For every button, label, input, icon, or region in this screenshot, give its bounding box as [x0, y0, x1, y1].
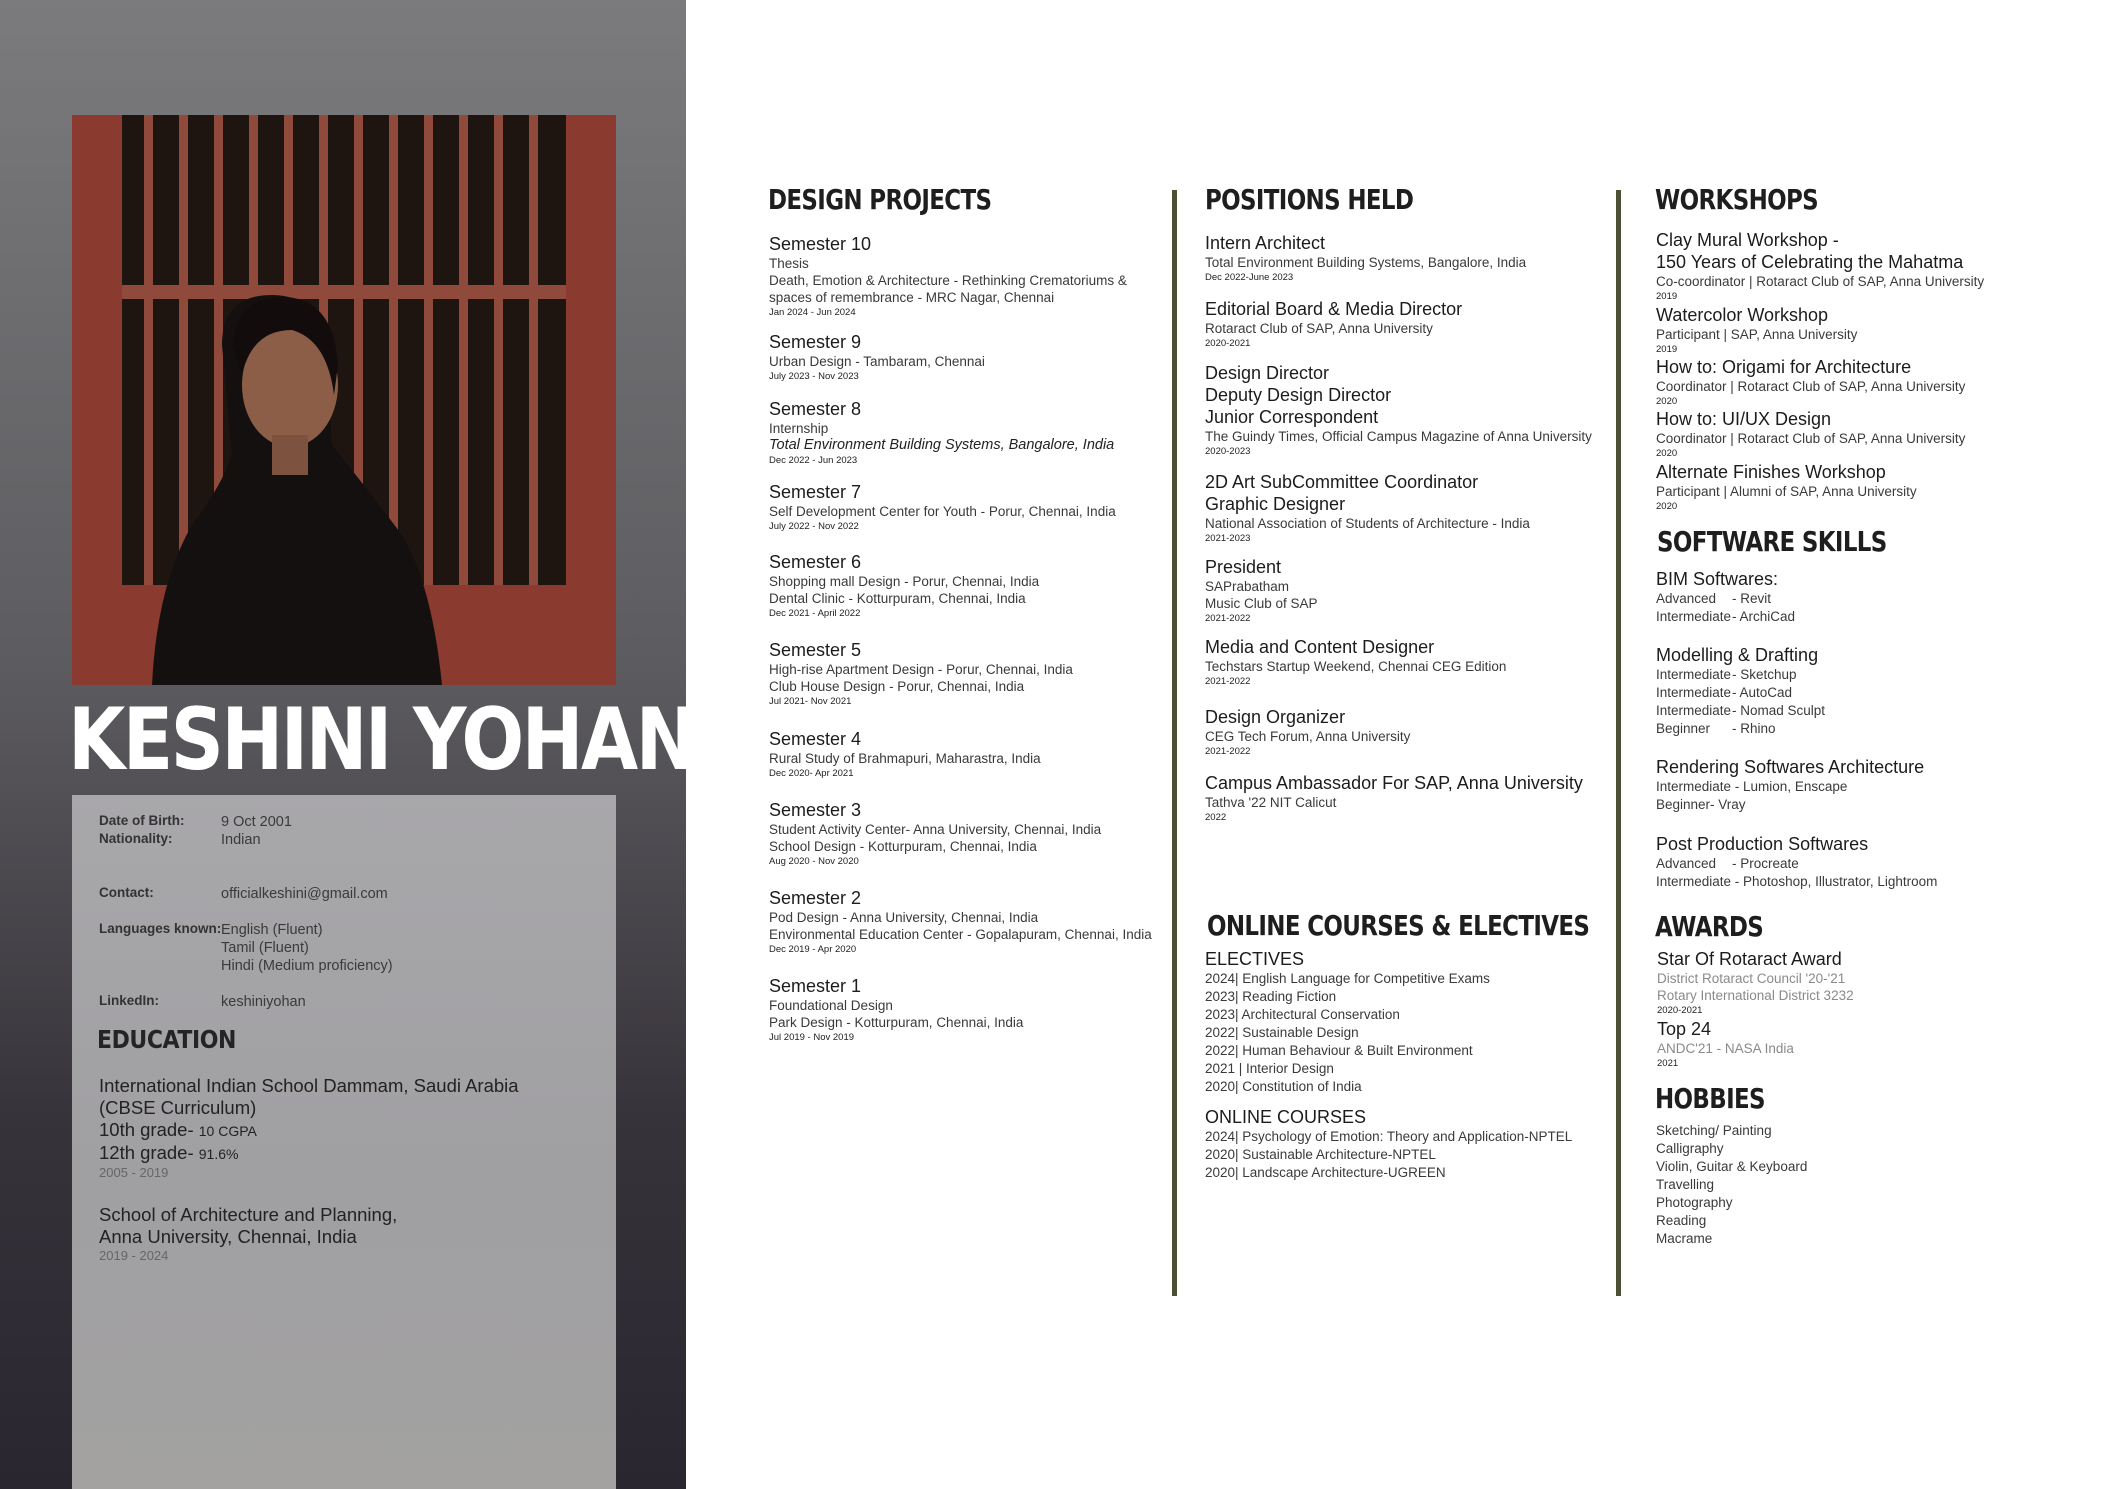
- project-semester: Semester 6: [769, 552, 862, 572]
- column-divider: [1616, 190, 1621, 1296]
- skill-level: Intermediate: [1656, 703, 1732, 718]
- hobbies-heading: HOBBIES: [1655, 1082, 1765, 1115]
- workshop-title: 150 Years of Celebrating the Mahatma: [1656, 252, 1964, 272]
- skill-level: Advanced: [1656, 591, 1717, 606]
- project-entry: [769, 728, 1041, 780]
- hobbies-block: [1656, 1122, 1807, 1248]
- language-item: English (Fluent): [221, 922, 323, 938]
- software-skills-heading: SOFTWARE SKILLS: [1657, 525, 1887, 558]
- personal-info-card: [72, 795, 616, 1489]
- workshop-role: Participant | SAP, Anna University: [1656, 327, 1858, 342]
- education-heading: EDUCATION: [97, 1025, 236, 1054]
- project-semester: Semester 2: [769, 888, 862, 908]
- languages-label: Languages known:: [99, 921, 222, 936]
- project-date: Jul 2021- Nov 2021: [769, 696, 852, 707]
- position-date: 2020-2021: [1205, 338, 1251, 349]
- award-detail: District Rotaract Council '20-'21: [1657, 971, 1846, 986]
- hobbies-list: [1656, 1122, 1807, 1248]
- skill-level: Intermediate - Photoshop, Illustrator, Lightroom: [1656, 874, 1938, 889]
- language-item: Hindi (Medium proficiency): [221, 958, 393, 974]
- position-organization: Rotaract Club of SAP, Anna University: [1205, 321, 1433, 336]
- college-name-line1: School of Architecture and Planning,: [99, 1204, 398, 1225]
- language-item: Tamil (Fluent): [221, 940, 309, 956]
- skill-tool: - Nomad Sculpt: [1732, 703, 1826, 718]
- project-detail-italic: Total Environment Building Systems, Bangalore, India: [769, 437, 1115, 453]
- position-entry: [1205, 772, 1583, 824]
- online-course-item: 2024| Psychology of Emotion: Theory and Application-NPTEL: [1205, 1129, 1573, 1144]
- position-title: Media and Content Designer: [1205, 637, 1435, 657]
- contact-label: Contact:: [99, 885, 154, 900]
- software-group-title: Modelling & Drafting: [1656, 645, 1819, 665]
- skill-level: Intermediate: [1656, 667, 1732, 682]
- software-group: [1656, 756, 1924, 814]
- position-title: Intern Architect: [1205, 233, 1326, 253]
- project-detail: Urban Design - Tambaram, Chennai: [769, 354, 985, 369]
- elective-item: 2022| Human Behaviour & Built Environment: [1205, 1043, 1473, 1058]
- workshop-date: 2019: [1656, 344, 1678, 355]
- skill-tool: - Procreate: [1732, 856, 1799, 871]
- project-date: Jul 2019 - Nov 2019: [769, 1032, 855, 1043]
- project-semester: Semester 8: [769, 399, 862, 419]
- project-entry: [769, 481, 1116, 533]
- hobby-item: Violin, Guitar & Keyboard: [1656, 1159, 1808, 1174]
- position-title: Campus Ambassador For SAP, Anna University: [1205, 773, 1583, 793]
- elective-item: 2020| Constitution of India: [1205, 1079, 1362, 1094]
- skill-level: Intermediate - Lumion, Enscape: [1656, 779, 1848, 794]
- hobby-item: Photography: [1656, 1195, 1733, 1210]
- project-entry: [769, 398, 1114, 467]
- position-date: 2021-2022: [1205, 676, 1251, 687]
- project-date: Dec 2020- Apr 2021: [769, 768, 854, 779]
- workshop-title: Watercolor Workshop: [1656, 305, 1829, 325]
- positions-heading: POSITIONS HELD: [1205, 183, 1414, 216]
- skill-tool: - AutoCad: [1732, 685, 1793, 700]
- elective-item: 2024| English Language for Competitive Exams: [1205, 971, 1490, 986]
- elective-item: 2023| Architectural Conservation: [1205, 1007, 1400, 1022]
- grade10-label: 10th grade-: [99, 1119, 194, 1140]
- project-entry: [769, 887, 1152, 956]
- position-organization: CEG Tech Forum, Anna University: [1205, 729, 1411, 744]
- position-organization: Tathva '22 NIT Calicut: [1205, 795, 1337, 810]
- education-school: [99, 1075, 519, 1181]
- position-entry: [1205, 556, 1318, 625]
- position-title: Editorial Board & Media Director: [1205, 299, 1463, 319]
- hobby-item: Macrame: [1656, 1231, 1713, 1246]
- project-date: Jan 2024 - Jun 2024: [769, 307, 856, 318]
- workshop-title: How to: Origami for Architecture: [1656, 357, 1912, 377]
- dob-label: Date of Birth:: [99, 813, 185, 828]
- project-entry: [769, 551, 1039, 620]
- software-group: [1656, 644, 1825, 738]
- position-entry: [1205, 298, 1462, 350]
- project-semester: Semester 7: [769, 482, 862, 502]
- workshop-entry: [1656, 229, 1984, 303]
- nationality-value: Indian: [221, 832, 261, 848]
- project-detail: Internship: [769, 421, 829, 436]
- project-date: July 2023 - Nov 2023: [769, 371, 859, 382]
- position-date: 2021-2022: [1205, 746, 1251, 757]
- skill-level: Advanced: [1656, 856, 1717, 871]
- skill-level: Intermediate: [1656, 685, 1732, 700]
- skill-tool: - Rhino: [1732, 721, 1776, 736]
- hobby-item: Travelling: [1656, 1177, 1715, 1192]
- position-title: Junior Correspondent: [1205, 407, 1379, 427]
- hobby-item: Calligraphy: [1656, 1141, 1724, 1156]
- position-organization: Music Club of SAP: [1205, 596, 1318, 611]
- project-detail: Environmental Education Center - Gopalapuram, Chennai, India: [769, 927, 1152, 942]
- project-detail: Dental Clinic - Kotturpuram, Chennai, India: [769, 591, 1026, 606]
- position-entry: [1205, 471, 1530, 545]
- position-organization: National Association of Students of Architecture - India: [1205, 516, 1530, 531]
- dob-value: 9 Oct 2001: [221, 814, 292, 830]
- project-semester: Semester 3: [769, 800, 862, 820]
- position-title: Deputy Design Director: [1205, 385, 1392, 405]
- project-detail: Thesis: [769, 256, 809, 271]
- position-title: Design Organizer: [1205, 707, 1346, 727]
- position-organization: SAPrabatham: [1205, 579, 1290, 594]
- position-organization: Total Environment Building Systems, Bangalore, India: [1205, 255, 1527, 270]
- position-entry: [1205, 232, 1526, 284]
- position-entry: [1205, 362, 1592, 458]
- grade10-value: 10 CGPA: [198, 1123, 257, 1139]
- workshop-role: Coordinator | Rotaract Club of SAP, Anna University: [1656, 379, 1966, 394]
- linkedin-link[interactable]: keshiniyohan: [221, 994, 306, 1010]
- profile-panel: [0, 0, 695, 1489]
- project-entry: [769, 639, 1073, 708]
- project-semester: Semester 1: [769, 976, 862, 996]
- skill-tool: - Revit: [1732, 591, 1772, 606]
- workshop-title: Clay Mural Workshop -: [1656, 230, 1839, 250]
- school-name: International Indian School Dammam, Saudi Arabia: [99, 1075, 519, 1096]
- hobby-item: Reading: [1656, 1213, 1707, 1228]
- project-detail: Shopping mall Design - Porur, Chennai, India: [769, 574, 1040, 589]
- project-detail: spaces of remembrance - MRC Nagar, Chennai: [769, 290, 1055, 305]
- profile-photo: [72, 115, 616, 685]
- position-organization: The Guindy Times, Official Campus Magazine of Anna University: [1205, 429, 1592, 444]
- electives-block: [1205, 948, 1490, 1096]
- position-date: 2021-2022: [1205, 613, 1251, 624]
- project-detail: Club House Design - Porur, Chennai, India: [769, 679, 1025, 694]
- software-group: [1656, 833, 1937, 891]
- workshop-role: Coordinator | Rotaract Club of SAP, Anna University: [1656, 431, 1966, 446]
- software-skill-row: [1656, 720, 1825, 738]
- project-entry: [769, 331, 985, 383]
- workshop-role: Co-coordinator | Rotaract Club of SAP, Anna University: [1656, 274, 1985, 289]
- skill-level: Intermediate: [1656, 609, 1732, 624]
- software-group-title: Rendering Softwares Architecture: [1656, 757, 1925, 777]
- award-entry: [1657, 1018, 1794, 1070]
- software-skill-row: [1656, 778, 1924, 796]
- workshop-entry: [1656, 356, 1965, 408]
- project-detail: Self Development Center for Youth - Porur, Chennai, India: [769, 504, 1116, 519]
- project-detail: High-rise Apartment Design - Porur, Chennai, India: [769, 662, 1073, 677]
- nationality-label: Nationality:: [99, 831, 173, 846]
- position-entry: [1205, 706, 1410, 758]
- award-title: Star Of Rotaract Award: [1657, 949, 1842, 969]
- skill-level: Beginner- Vray: [1656, 797, 1746, 812]
- award-entry: [1657, 948, 1854, 1017]
- workshop-title: How to: UI/UX Design: [1656, 409, 1832, 429]
- electives-title: ELECTIVES: [1205, 949, 1305, 969]
- college-years: 2019 - 2024: [99, 1248, 169, 1263]
- online-course-item: 2020| Sustainable Architecture-NPTEL: [1205, 1147, 1436, 1162]
- project-date: Aug 2020 - Nov 2020: [769, 856, 859, 867]
- project-semester: Semester 10: [769, 234, 872, 254]
- software-group-title: Post Production Softwares: [1656, 834, 1869, 854]
- award-detail: ANDC'21 - NASA India: [1657, 1041, 1794, 1056]
- workshop-date: 2020: [1656, 501, 1678, 512]
- design-projects-heading: DESIGN PROJECTS: [768, 183, 992, 216]
- project-detail: Student Activity Center- Anna University, Chennai, India: [769, 822, 1102, 837]
- software-group-title: BIM Softwares:: [1656, 569, 1779, 589]
- workshop-date: 2020: [1656, 448, 1678, 459]
- award-date: 2020-2021: [1657, 1005, 1703, 1016]
- award-title: Top 24: [1657, 1019, 1712, 1039]
- project-detail: Death, Emotion & Architecture - Rethinking Crematoriums &: [769, 273, 1127, 288]
- software-skill-row: [1656, 684, 1825, 702]
- online-courses-title: ONLINE COURSES: [1205, 1107, 1367, 1127]
- skill-tool: - ArchiCad: [1732, 609, 1796, 624]
- workshop-entry: [1656, 461, 1917, 513]
- profile-name: KESHINI YOHAN: [68, 690, 695, 790]
- software-skill-row: [1656, 702, 1825, 720]
- project-detail: Rural Study of Brahmapuri, Maharastra, India: [769, 751, 1041, 766]
- position-date: Dec 2022-June 2023: [1205, 272, 1294, 283]
- skill-level: Beginner: [1656, 721, 1711, 736]
- online-courses-block: [1205, 1106, 1572, 1182]
- online-course-item: 2020| Landscape Architecture-UGREEN: [1205, 1165, 1446, 1180]
- column-divider: [1172, 190, 1177, 1296]
- online-courses-list: [1205, 1128, 1572, 1182]
- project-entry: [769, 233, 1127, 319]
- courses-heading: ONLINE COURSES & ELECTIVES: [1207, 909, 1590, 942]
- software-skill-row: [1656, 590, 1795, 608]
- college-name-line2: Anna University, Chennai, India: [99, 1226, 357, 1247]
- project-semester: Semester 9: [769, 332, 862, 352]
- workshop-entry: [1656, 304, 1857, 356]
- grade12-value: 91.6%: [198, 1146, 239, 1162]
- project-date: Dec 2019 - Apr 2020: [769, 944, 857, 955]
- project-semester: Semester 5: [769, 640, 862, 660]
- project-entry: [769, 975, 1023, 1044]
- workshop-title: Alternate Finishes Workshop: [1656, 462, 1886, 482]
- workshop-date: 2019: [1656, 291, 1678, 302]
- position-date: 2020-2023: [1205, 446, 1251, 457]
- linkedin-label: LinkedIn:: [99, 993, 159, 1008]
- position-title: 2D Art SubCommittee Coordinator: [1205, 472, 1479, 492]
- education-college: [99, 1204, 397, 1264]
- grade12-label: 12th grade-: [99, 1142, 194, 1163]
- project-date: Dec 2021 - April 2022: [769, 608, 861, 619]
- position-date: 2021-2023: [1205, 533, 1251, 544]
- project-date: July 2022 - Nov 2022: [769, 521, 859, 532]
- award-detail: Rotary International District 3232: [1657, 988, 1854, 1003]
- school-years: 2005 - 2019: [99, 1165, 169, 1180]
- awards-heading: AWARDS: [1655, 910, 1764, 943]
- project-date: Dec 2022 - Jun 2023: [769, 455, 858, 466]
- project-detail: Foundational Design: [769, 998, 893, 1013]
- elective-item: 2021 | Interior Design: [1205, 1061, 1334, 1076]
- software-skill-row: [1656, 608, 1795, 626]
- project-detail: School Design - Kotturpuram, Chennai, India: [769, 839, 1037, 854]
- electives-list: [1205, 970, 1490, 1096]
- project-entry: [769, 799, 1101, 868]
- project-detail: Park Design - Kotturpuram, Chennai, India: [769, 1015, 1024, 1030]
- position-title: President: [1205, 557, 1282, 577]
- contact-email-link[interactable]: officialkeshini@gmail.com: [221, 886, 388, 902]
- hobby-item: Sketching/ Painting: [1656, 1123, 1772, 1138]
- school-curriculum: (CBSE Curriculum): [99, 1097, 257, 1118]
- workshop-date: 2020: [1656, 396, 1678, 407]
- position-date: 2022: [1205, 812, 1227, 823]
- software-group: [1656, 568, 1795, 626]
- workshops-heading: WORKSHOPS: [1655, 183, 1819, 216]
- software-skill-row: [1656, 855, 1937, 873]
- position-title: Graphic Designer: [1205, 494, 1346, 514]
- project-semester: Semester 4: [769, 729, 862, 749]
- workshop-entry: [1656, 408, 1965, 460]
- workshop-role: Participant | Alumni of SAP, Anna University: [1656, 484, 1917, 499]
- grade10-row: [99, 1119, 519, 1142]
- grade12-row: [99, 1142, 519, 1165]
- skill-tool: - Sketchup: [1732, 667, 1797, 682]
- position-organization: Techstars Startup Weekend, Chennai CEG Edition: [1205, 659, 1507, 674]
- elective-item: 2023| Reading Fiction: [1205, 989, 1337, 1004]
- elective-item: 2022| Sustainable Design: [1205, 1025, 1359, 1040]
- award-date: 2021: [1657, 1058, 1679, 1069]
- project-detail: Pod Design - Anna University, Chennai, India: [769, 910, 1039, 925]
- position-entry: [1205, 636, 1506, 688]
- software-skill-row: [1656, 796, 1924, 814]
- position-title: Design Director: [1205, 363, 1330, 383]
- software-skill-row: [1656, 873, 1937, 891]
- software-skill-row: [1656, 666, 1825, 684]
